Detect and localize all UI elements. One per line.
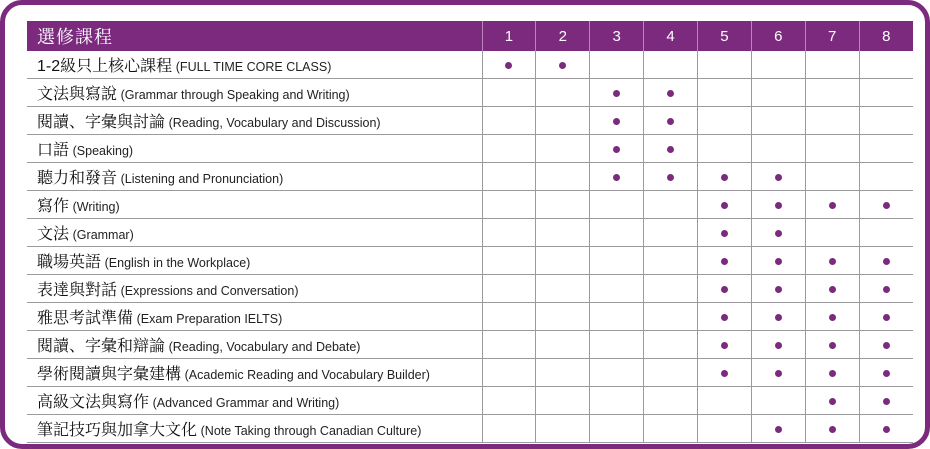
- level-4-cell: [644, 359, 698, 387]
- level-3-cell: [590, 247, 644, 275]
- level-mark-dot-icon: [613, 90, 620, 97]
- course-name-en: (Grammar through Speaking and Writing): [120, 88, 350, 102]
- level-5-cell: [698, 163, 752, 191]
- course-name-zh: 表達與對話: [37, 282, 118, 299]
- level-1-cell: [482, 359, 536, 387]
- level-7-cell: [805, 247, 859, 275]
- column-header-level-1: 1: [482, 21, 536, 51]
- level-1-cell: [482, 331, 536, 359]
- level-7-cell: [805, 219, 859, 247]
- level-7-cell: [805, 415, 859, 443]
- level-2-cell: [536, 303, 590, 331]
- level-mark-dot-icon: [829, 426, 836, 433]
- table-row: [27, 79, 913, 107]
- level-8-cell: [859, 51, 913, 79]
- level-7-cell: [805, 107, 859, 135]
- column-header-level-7: 7: [805, 21, 859, 51]
- level-mark-dot-icon: [829, 258, 836, 265]
- level-5-cell: [698, 387, 752, 415]
- level-mark-dot-icon: [721, 342, 728, 349]
- level-mark-dot-icon: [829, 398, 836, 405]
- level-3-cell: [590, 163, 644, 191]
- level-7-cell: [805, 135, 859, 163]
- level-1-cell: [482, 163, 536, 191]
- course-name-en: (Note Taking through Canadian Culture): [200, 424, 422, 438]
- level-mark-dot-icon: [721, 202, 728, 209]
- course-name-zh: 職場英語: [37, 254, 102, 271]
- course-name-cell: [27, 79, 482, 107]
- level-mark-dot-icon: [775, 342, 782, 349]
- level-mark-dot-icon: [883, 286, 890, 293]
- level-1-cell: [482, 219, 536, 247]
- course-name-zh: 高級文法與寫作: [37, 394, 150, 411]
- level-8-cell: [859, 247, 913, 275]
- level-mark-dot-icon: [775, 314, 782, 321]
- course-name-en: (Speaking): [72, 144, 134, 158]
- level-1-cell: [482, 247, 536, 275]
- level-6-cell: [751, 331, 805, 359]
- level-mark-dot-icon: [667, 90, 674, 97]
- level-3-cell: [590, 107, 644, 135]
- level-7-cell: [805, 79, 859, 107]
- course-name-en: (Expressions and Conversation): [120, 284, 299, 298]
- level-6-cell: [751, 303, 805, 331]
- level-8-cell: [859, 191, 913, 219]
- level-4-cell: [644, 331, 698, 359]
- level-mark-dot-icon: [667, 174, 674, 181]
- level-2-cell: [536, 275, 590, 303]
- level-mark-dot-icon: [829, 370, 836, 377]
- level-4-cell: [644, 51, 698, 79]
- level-8-cell: [859, 219, 913, 247]
- course-name-en: (Writing): [72, 200, 120, 214]
- level-3-cell: [590, 331, 644, 359]
- course-name-en: (FULL TIME CORE CLASS): [175, 60, 332, 74]
- level-4-cell: [644, 415, 698, 443]
- level-8-cell: [859, 107, 913, 135]
- table-row: [27, 51, 913, 79]
- level-5-cell: [698, 359, 752, 387]
- level-1-cell: [482, 191, 536, 219]
- level-4-cell: [644, 303, 698, 331]
- level-7-cell: [805, 387, 859, 415]
- level-8-cell: [859, 163, 913, 191]
- level-3-cell: [590, 303, 644, 331]
- level-6-cell: [751, 219, 805, 247]
- level-3-cell: [590, 415, 644, 443]
- level-mark-dot-icon: [829, 342, 836, 349]
- level-1-cell: [482, 107, 536, 135]
- level-mark-dot-icon: [883, 342, 890, 349]
- level-mark-dot-icon: [667, 118, 674, 125]
- level-4-cell: [644, 247, 698, 275]
- level-mark-dot-icon: [829, 314, 836, 321]
- level-mark-dot-icon: [721, 258, 728, 265]
- course-name-zh: 1-2級只上核心課程: [37, 58, 173, 75]
- column-header-level-5: 5: [698, 21, 752, 51]
- column-header-course-name: 選修課程: [27, 21, 482, 51]
- table-header: [27, 21, 913, 51]
- level-7-cell: [805, 275, 859, 303]
- level-7-cell: [805, 331, 859, 359]
- column-header-level-3: 3: [590, 21, 644, 51]
- level-6-cell: [751, 275, 805, 303]
- table-row: [27, 247, 913, 275]
- level-3-cell: [590, 135, 644, 163]
- level-2-cell: [536, 191, 590, 219]
- level-5-cell: [698, 51, 752, 79]
- course-table-wrap: [27, 21, 913, 443]
- course-name-zh: 口語: [37, 142, 70, 159]
- level-8-cell: [859, 331, 913, 359]
- level-5-cell: [698, 219, 752, 247]
- level-6-cell: [751, 79, 805, 107]
- level-7-cell: [805, 359, 859, 387]
- level-2-cell: [536, 79, 590, 107]
- table-row: [27, 415, 913, 443]
- level-2-cell: [536, 163, 590, 191]
- course-name-en: (English in the Workplace): [104, 256, 251, 270]
- level-mark-dot-icon: [883, 398, 890, 405]
- level-1-cell: [482, 79, 536, 107]
- table-row: [27, 219, 913, 247]
- table-row: [27, 359, 913, 387]
- level-4-cell: [644, 191, 698, 219]
- level-mark-dot-icon: [829, 202, 836, 209]
- level-2-cell: [536, 107, 590, 135]
- level-7-cell: [805, 303, 859, 331]
- course-name-zh: 聽力和發音: [37, 170, 118, 187]
- table-row: [27, 163, 913, 191]
- level-3-cell: [590, 219, 644, 247]
- level-2-cell: [536, 247, 590, 275]
- course-name-en: (Reading, Vocabulary and Discussion): [168, 116, 381, 130]
- course-name-zh: 文法: [37, 226, 70, 243]
- course-name-en: (Academic Reading and Vocabulary Builder): [184, 368, 430, 382]
- level-mark-dot-icon: [721, 230, 728, 237]
- level-mark-dot-icon: [775, 370, 782, 377]
- level-3-cell: [590, 359, 644, 387]
- level-5-cell: [698, 247, 752, 275]
- level-2-cell: [536, 135, 590, 163]
- course-name-zh: 學術閱讀與字彙建構: [37, 366, 182, 383]
- level-6-cell: [751, 387, 805, 415]
- level-mark-dot-icon: [883, 202, 890, 209]
- level-6-cell: [751, 191, 805, 219]
- level-mark-dot-icon: [883, 258, 890, 265]
- level-mark-dot-icon: [721, 174, 728, 181]
- course-name-cell: [27, 387, 482, 415]
- course-name-cell: [27, 107, 482, 135]
- elective-courses-table: [27, 21, 913, 443]
- level-mark-dot-icon: [775, 202, 782, 209]
- level-2-cell: [536, 219, 590, 247]
- level-6-cell: [751, 359, 805, 387]
- level-mark-dot-icon: [883, 370, 890, 377]
- level-5-cell: [698, 275, 752, 303]
- level-4-cell: [644, 275, 698, 303]
- level-8-cell: [859, 303, 913, 331]
- level-6-cell: [751, 51, 805, 79]
- level-6-cell: [751, 107, 805, 135]
- level-4-cell: [644, 387, 698, 415]
- level-5-cell: [698, 107, 752, 135]
- level-mark-dot-icon: [721, 314, 728, 321]
- column-header-level-4: 4: [644, 21, 698, 51]
- course-name-en: (Advanced Grammar and Writing): [152, 396, 340, 410]
- course-name-cell: [27, 359, 482, 387]
- table-row: [27, 191, 913, 219]
- course-name-en: (Listening and Pronunciation): [120, 172, 284, 186]
- table-body: [27, 51, 913, 443]
- course-name-zh: 寫作: [37, 198, 70, 215]
- course-name-en: (Grammar): [72, 228, 134, 242]
- level-5-cell: [698, 331, 752, 359]
- course-name-cell: [27, 275, 482, 303]
- table-row: [27, 275, 913, 303]
- level-8-cell: [859, 415, 913, 443]
- level-8-cell: [859, 387, 913, 415]
- level-mark-dot-icon: [613, 174, 620, 181]
- level-mark-dot-icon: [667, 146, 674, 153]
- level-1-cell: [482, 387, 536, 415]
- level-6-cell: [751, 247, 805, 275]
- level-2-cell: [536, 415, 590, 443]
- course-name-zh: 筆記技巧與加拿大文化: [37, 422, 198, 439]
- table-row: [27, 135, 913, 163]
- course-name-cell: [27, 51, 482, 79]
- course-name-en: (Exam Preparation IELTS): [136, 312, 283, 326]
- level-2-cell: [536, 359, 590, 387]
- level-mark-dot-icon: [883, 426, 890, 433]
- course-name-cell: [27, 219, 482, 247]
- level-mark-dot-icon: [883, 314, 890, 321]
- level-3-cell: [590, 51, 644, 79]
- level-2-cell: [536, 51, 590, 79]
- level-3-cell: [590, 79, 644, 107]
- level-5-cell: [698, 79, 752, 107]
- level-4-cell: [644, 79, 698, 107]
- course-name-zh: 閱讀、字彙和辯論: [37, 338, 166, 355]
- level-mark-dot-icon: [775, 174, 782, 181]
- level-mark-dot-icon: [613, 118, 620, 125]
- level-6-cell: [751, 135, 805, 163]
- column-header-level-2: 2: [536, 21, 590, 51]
- level-mark-dot-icon: [775, 426, 782, 433]
- table-row: [27, 387, 913, 415]
- course-name-cell: [27, 191, 482, 219]
- table-header-row: [27, 21, 913, 51]
- course-name-cell: [27, 331, 482, 359]
- course-name-en: (Reading, Vocabulary and Debate): [168, 340, 361, 354]
- level-4-cell: [644, 163, 698, 191]
- level-7-cell: [805, 163, 859, 191]
- course-name-cell: [27, 135, 482, 163]
- level-8-cell: [859, 79, 913, 107]
- column-header-level-6: 6: [751, 21, 805, 51]
- table-row: [27, 107, 913, 135]
- level-8-cell: [859, 359, 913, 387]
- level-5-cell: [698, 303, 752, 331]
- level-3-cell: [590, 387, 644, 415]
- level-1-cell: [482, 303, 536, 331]
- level-mark-dot-icon: [721, 286, 728, 293]
- course-name-cell: [27, 247, 482, 275]
- level-mark-dot-icon: [613, 146, 620, 153]
- level-6-cell: [751, 415, 805, 443]
- course-name-zh: 文法與寫說: [37, 86, 118, 103]
- level-2-cell: [536, 331, 590, 359]
- level-8-cell: [859, 135, 913, 163]
- level-mark-dot-icon: [559, 62, 566, 69]
- level-3-cell: [590, 191, 644, 219]
- level-2-cell: [536, 387, 590, 415]
- level-1-cell: [482, 51, 536, 79]
- level-1-cell: [482, 275, 536, 303]
- level-mark-dot-icon: [505, 62, 512, 69]
- level-4-cell: [644, 219, 698, 247]
- level-3-cell: [590, 275, 644, 303]
- level-mark-dot-icon: [775, 230, 782, 237]
- course-name-zh: 雅思考試準備: [37, 310, 134, 327]
- level-mark-dot-icon: [775, 286, 782, 293]
- course-name-cell: [27, 415, 482, 443]
- level-mark-dot-icon: [721, 370, 728, 377]
- course-name-cell: [27, 163, 482, 191]
- level-7-cell: [805, 191, 859, 219]
- level-6-cell: [751, 163, 805, 191]
- level-4-cell: [644, 135, 698, 163]
- level-1-cell: [482, 135, 536, 163]
- table-row: [27, 331, 913, 359]
- level-mark-dot-icon: [775, 258, 782, 265]
- level-5-cell: [698, 191, 752, 219]
- level-1-cell: [482, 415, 536, 443]
- course-name-zh: 閱讀、字彙與討論: [37, 114, 166, 131]
- level-5-cell: [698, 135, 752, 163]
- level-7-cell: [805, 51, 859, 79]
- table-row: [27, 303, 913, 331]
- course-name-cell: [27, 303, 482, 331]
- level-8-cell: [859, 275, 913, 303]
- level-mark-dot-icon: [829, 286, 836, 293]
- level-4-cell: [644, 107, 698, 135]
- column-header-level-8: 8: [859, 21, 913, 51]
- level-5-cell: [698, 415, 752, 443]
